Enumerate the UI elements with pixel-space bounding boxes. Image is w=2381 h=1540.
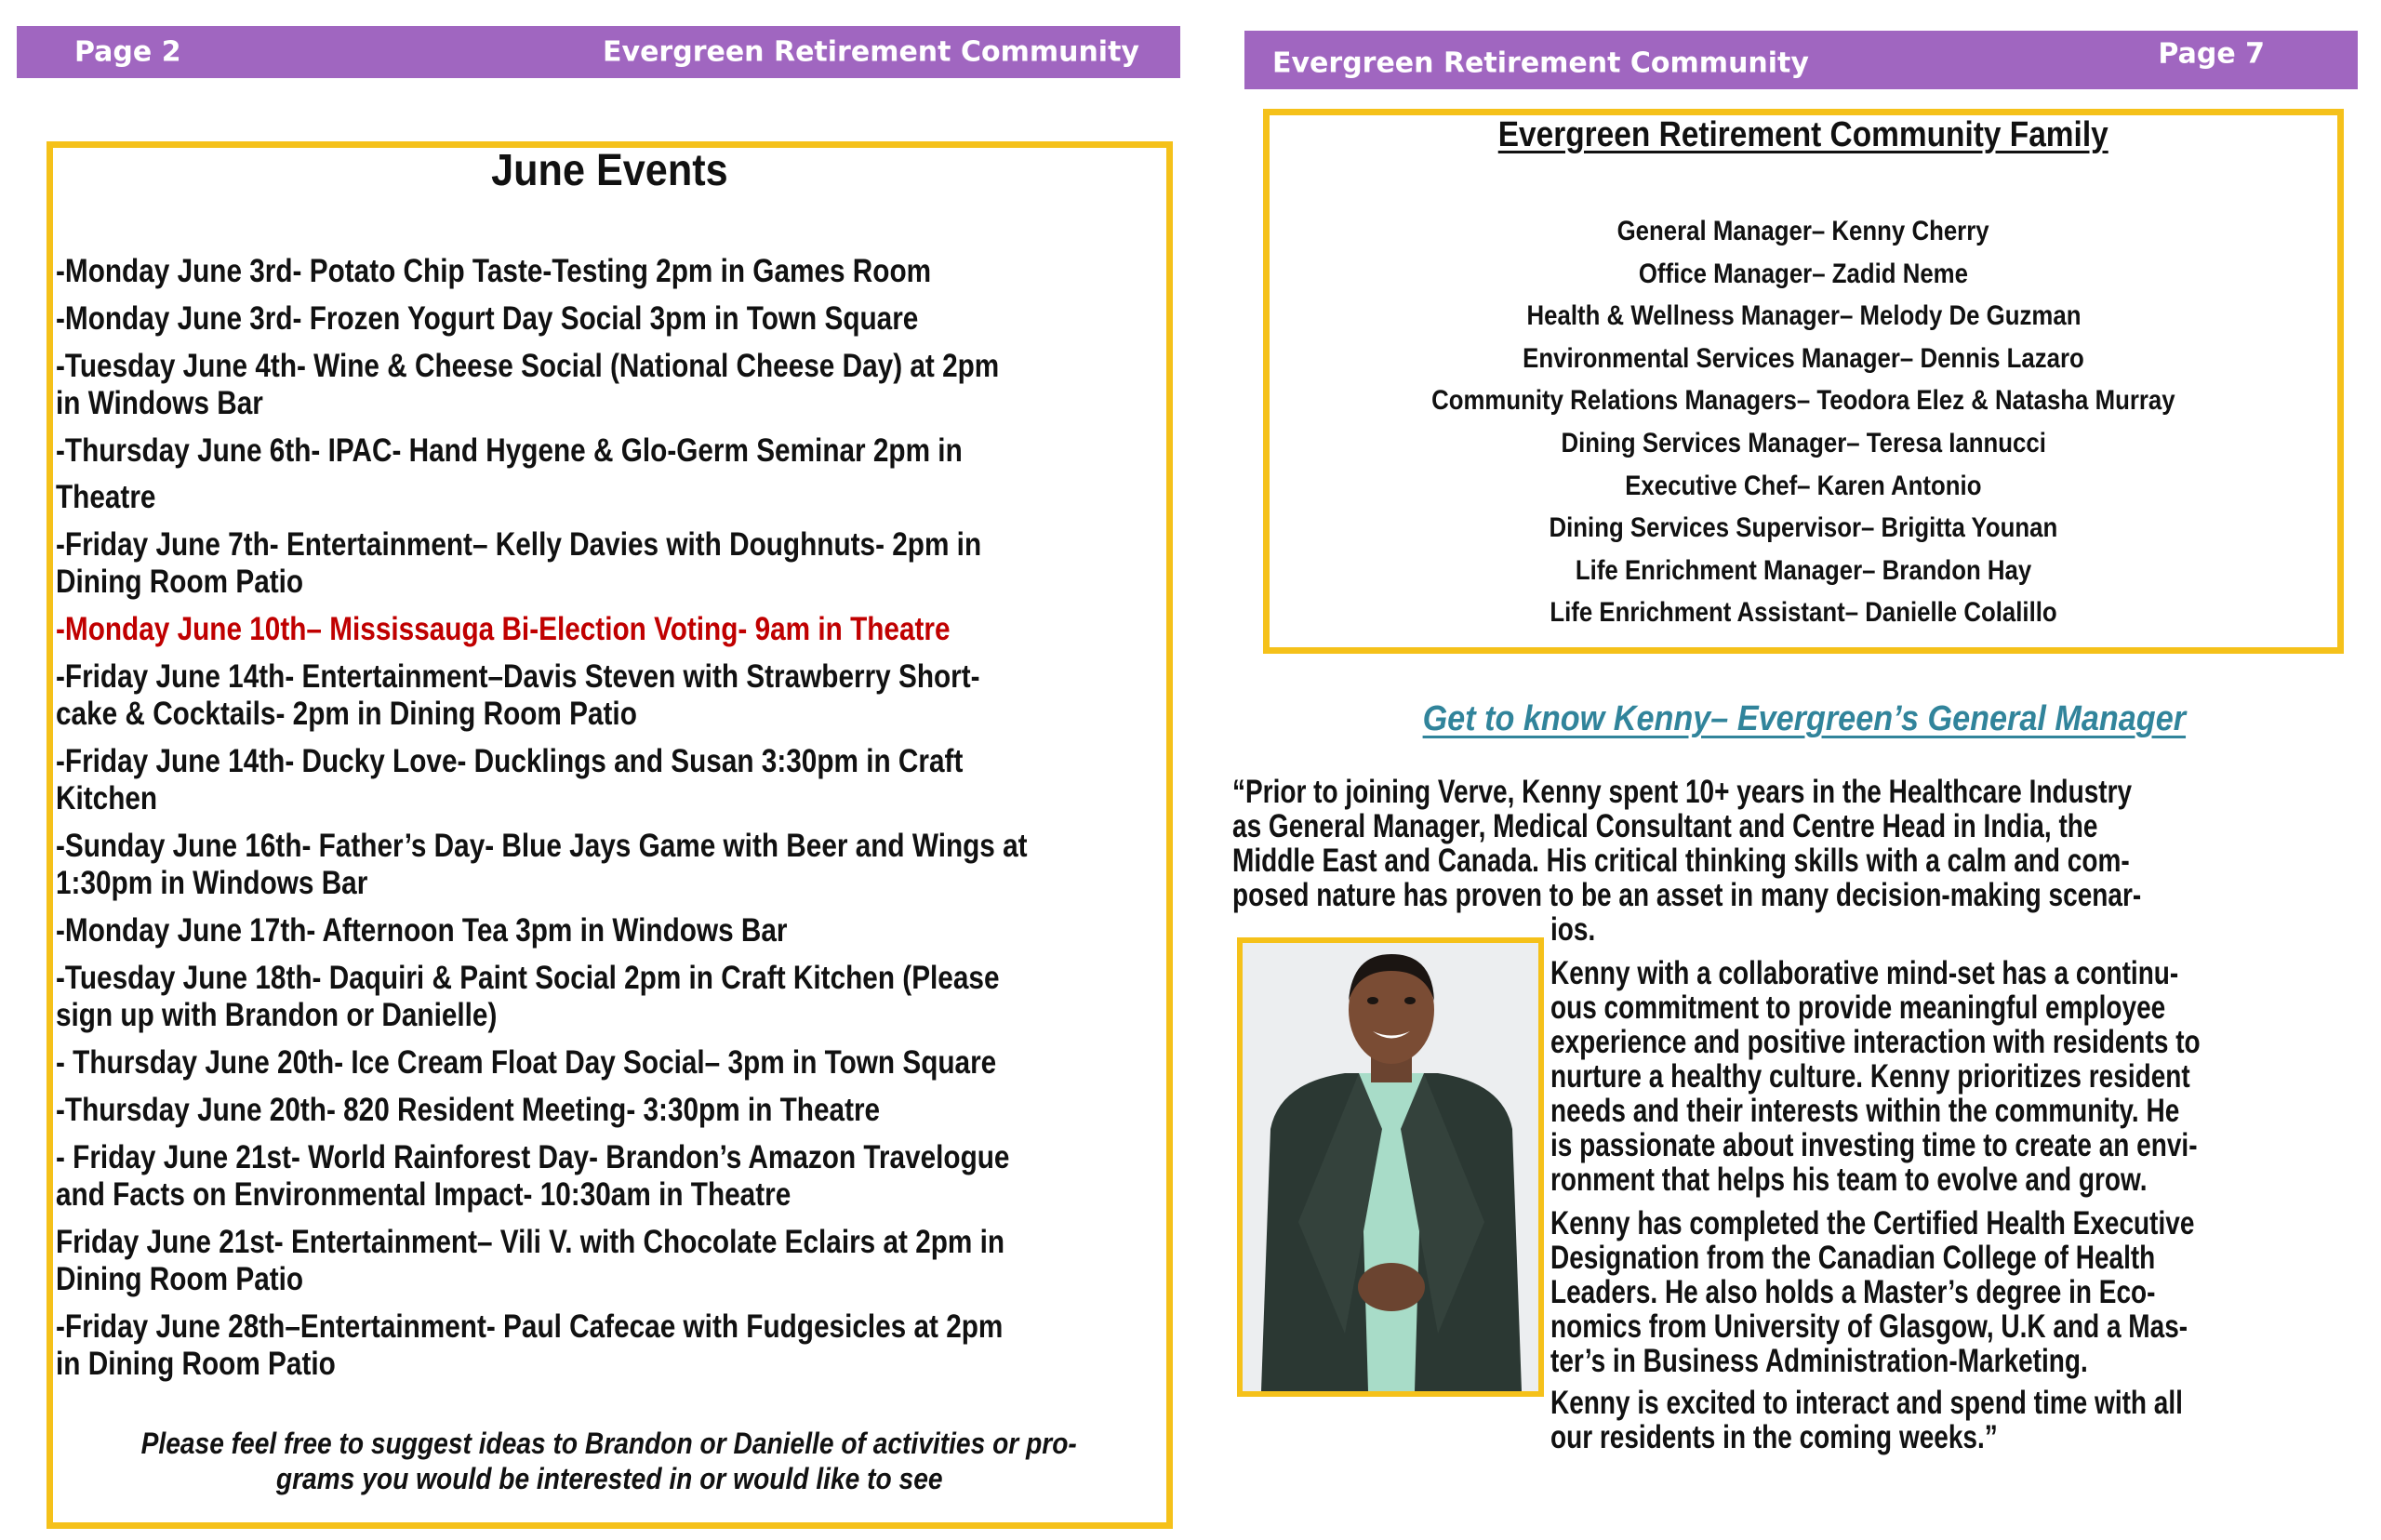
event-item <box>56 300 1172 338</box>
paragraph-line: experience and positive interaction with residents to <box>1550 1024 2201 1060</box>
event-item <box>56 1308 1172 1383</box>
paragraph-line: nomics from University of Glasgow, U.K and a Mas- <box>1550 1308 2188 1345</box>
paragraph-line: “Prior to joining Verve, Kenny spent 10+ years in the Healthcare Industry <box>1232 774 2133 810</box>
paragraph-line: ter’s in Business Administration-Marketing. <box>1550 1343 2088 1379</box>
event-line: -Tuesday June 4th- Wine & Cheese Social (National Cheese Day) at 2pm <box>56 348 1000 384</box>
event-line: - Friday June 21st- World Rainforest Day- Brandon’s Amazon Travelogue <box>56 1139 1010 1175</box>
event-line: -Friday June 14th- Entertainment–Davis Steven with Strawberry Short- <box>56 658 980 695</box>
staff-member <box>1263 210 2344 253</box>
event-line: in Dining Room Patio <box>56 1346 336 1382</box>
page-number: Page 7 <box>2158 37 2265 71</box>
staff-member <box>1263 338 2344 380</box>
profile-paragraph <box>1550 1206 2356 1378</box>
event-line: in Windows Bar <box>56 385 263 421</box>
staff-member <box>1263 253 2344 296</box>
staff-member-text: General Manager– Kenny Cherry <box>1616 216 1990 246</box>
community-name: Evergreen Retirement Community <box>1272 46 1809 80</box>
event-item <box>56 611 1172 648</box>
staff-member-text: Dining Services Supervisor– Brigitta Younan <box>1549 512 2058 544</box>
staff-member-text: Office Manager– Zadid Neme <box>1638 258 1969 289</box>
event-line: -Monday June 3rd- Potato Chip Taste-Testing 2pm in Games Room <box>56 253 932 289</box>
paragraph-line: Designation from the Canadian College of Health <box>1550 1240 2156 1276</box>
event-item <box>56 1044 1172 1082</box>
event-line: Dining Room Patio <box>56 564 304 600</box>
event-item <box>56 960 1172 1034</box>
right-header-bar <box>1244 31 2358 89</box>
june-events-title: June Events <box>491 146 728 195</box>
event-line: -Sunday June 16th- Father’s Day- Blue Jays Game with Beer and Wings at <box>56 828 1028 864</box>
staff-member <box>1263 465 2344 508</box>
paragraph-line: nurture a healthy culture. Kenny prioritizes resident <box>1550 1058 2190 1095</box>
event-item <box>56 658 1172 733</box>
event-line: -Friday June 7th- Entertainment– Kelly Davies with Doughnuts- 2pm in <box>56 526 982 563</box>
event-line: 1:30pm in Windows Bar <box>56 865 368 901</box>
staff-member-text: Life Enrichment Manager– Brandon Hay <box>1575 554 2032 586</box>
family-title: Evergreen Retirement Community Family <box>1498 115 2108 154</box>
event-item <box>56 526 1172 601</box>
paragraph-line: is passionate about investing time to create an envi- <box>1550 1127 2198 1163</box>
staff-member-text: Dining Services Manager– Teresa Iannucci <box>1561 427 2046 458</box>
staff-member-text: Health & Wellness Manager– Melody De Guzman <box>1526 300 2081 332</box>
events-list <box>56 253 1172 1393</box>
event-line: Kitchen <box>56 780 158 816</box>
paragraph-line: ous commitment to provide meaningful employee <box>1550 989 2166 1026</box>
staff-member <box>1263 591 2344 634</box>
event-line: and Facts on Environmental Impact- 10:30am in Theatre <box>56 1176 791 1213</box>
event-item <box>56 743 1172 817</box>
paragraph-line: Kenny with a collaborative mind-set has a continu- <box>1550 955 2179 991</box>
profile-heading: Get to know Kenny– Evergreen’s General Manager <box>1422 699 2187 738</box>
page-number: Page 2 <box>74 35 181 69</box>
staff-member-text: Environmental Services Manager– Dennis Lazaro <box>1523 342 2084 374</box>
event-item <box>56 1092 1172 1129</box>
event-item <box>56 432 1172 516</box>
portrait-image <box>1243 943 1538 1391</box>
event-line: -Thursday June 20th- 820 Resident Meeting- 3:30pm in Theatre <box>56 1092 881 1128</box>
event-line: -Monday June 10th– Mississauga Bi-Election Voting- 9am in Theatre <box>56 611 951 647</box>
event-line: sign up with Brandon or Danielle) <box>56 997 498 1033</box>
profile-paragraph <box>1550 956 2362 1197</box>
left-header-bar <box>17 26 1180 78</box>
event-item <box>56 1224 1172 1298</box>
event-line: -Monday June 3rd- Frozen Yogurt Day Social 3pm in Town Square <box>56 300 919 337</box>
community-name: Evergreen Retirement Community <box>603 35 1139 69</box>
event-item <box>56 253 1172 290</box>
event-line: Friday June 21st- Entertainment– Vili V. with Chocolate Eclairs at 2pm in <box>56 1224 1005 1260</box>
staff-member <box>1263 507 2344 550</box>
staff-list <box>1263 210 2344 634</box>
staff-member-text: Community Relations Managers– Teodora Elez & Natasha Murray <box>1431 385 2175 417</box>
paragraph-line: needs and their interests within the community. He <box>1550 1093 2180 1129</box>
paragraph-line: Middle East and Canada. His critical thinking skills with a calm and com- <box>1232 843 2130 879</box>
staff-member-text: Executive Chef– Karen Antonio <box>1625 470 1982 501</box>
event-item <box>56 1139 1172 1214</box>
event-line: Theatre <box>56 479 156 515</box>
event-line: -Monday June 17th- Afternoon Tea 3pm in Windows Bar <box>56 912 788 949</box>
paragraph-line: posed nature has proven to be an asset in many decision-making scenar- <box>1232 877 2142 913</box>
staff-member <box>1263 550 2344 592</box>
paragraph-line: Kenny has completed the Certified Health Executive <box>1550 1205 2195 1241</box>
paragraph-line: ios. <box>1550 911 1596 948</box>
paragraph-line: Leaders. He also holds a Master’s degree in Eco- <box>1550 1274 2156 1310</box>
event-line: cake & Cocktails- 2pm in Dining Room Patio <box>56 696 637 732</box>
event-item <box>56 348 1172 422</box>
event-line: -Thursday June 6th- IPAC- Hand Hygene & Glo-Germ Seminar 2pm in <box>56 432 963 469</box>
event-item <box>56 912 1172 949</box>
profile-paragraph <box>1550 1386 2341 1454</box>
staff-member <box>1263 379 2344 422</box>
event-line: Dining Room Patio <box>56 1261 304 1297</box>
event-item <box>56 828 1172 902</box>
staff-member <box>1263 295 2344 338</box>
event-line: - Thursday June 20th- Ice Cream Float Day Social– 3pm in Town Square <box>56 1044 997 1081</box>
kenny-photo <box>1237 937 1544 1397</box>
paragraph-line: Kenny is excited to interact and spend time with all <box>1550 1385 2183 1421</box>
paragraph-line: as General Manager, Medical Consultant and Centre Head in India, the <box>1232 808 2098 844</box>
event-line: -Friday June 28th–Entertainment- Paul Cafecae with Fudgesicles at 2pm <box>56 1308 1004 1345</box>
event-line: -Tuesday June 18th- Daquiri & Paint Social 2pm in Craft Kitchen (Please <box>56 960 1000 996</box>
event-line: -Friday June 14th- Ducky Love- Ducklings and Susan 3:30pm in Craft <box>56 743 964 779</box>
suggestion-note: Please feel free to suggest ideas to Brandon or Danielle of activities or pro- grams you would be interested in or would like to see <box>140 1427 1078 1495</box>
paragraph-line: ronment that helps his team to evolve and grow. <box>1550 1162 2148 1198</box>
profile-paragraph <box>1232 775 2368 947</box>
staff-member <box>1263 422 2344 465</box>
staff-member-text: Life Enrichment Assistant– Danielle Colalillo <box>1550 597 2057 629</box>
paragraph-line: our residents in the coming weeks.” <box>1550 1419 1998 1455</box>
